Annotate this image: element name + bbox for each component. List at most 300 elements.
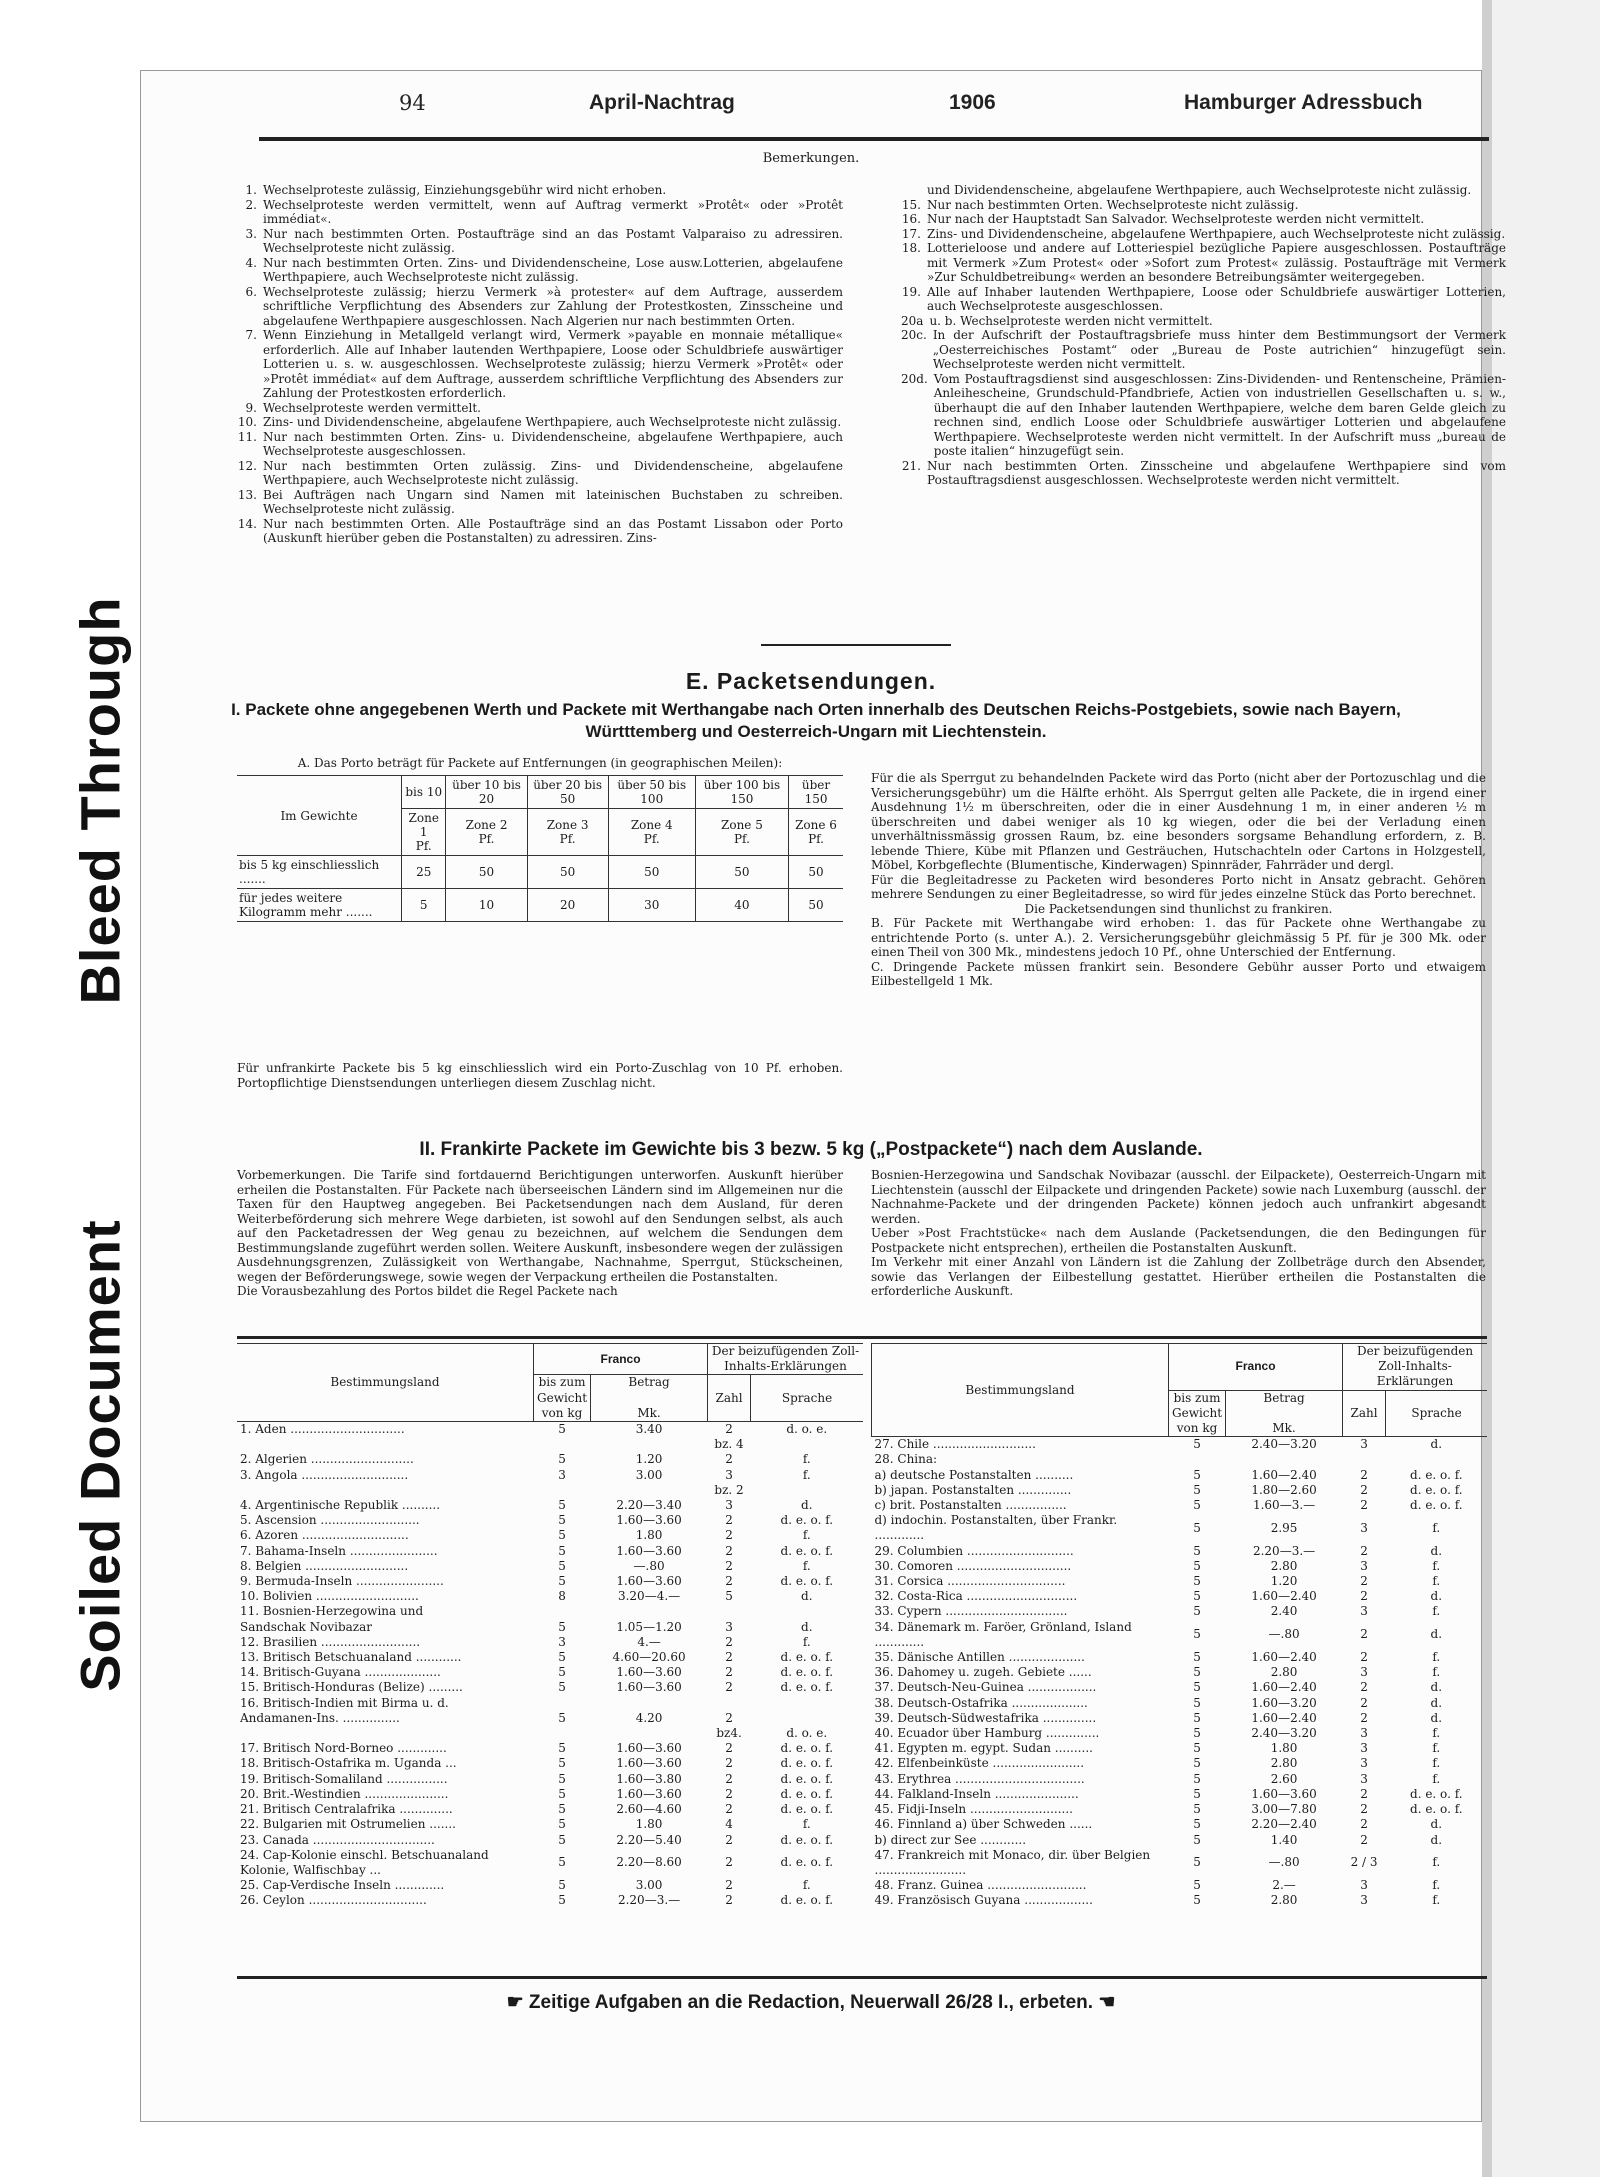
table-row <box>872 1452 1488 1467</box>
country-name: 40. Ecuador über Hamburg .............. <box>874 1726 1100 1741</box>
max-weight: 5 <box>1193 1650 1201 1665</box>
decl-language: f. <box>802 1558 811 1573</box>
table-row <box>237 1665 863 1680</box>
country-name: 38. Deutsch-Ostafrika .................... <box>874 1695 1088 1710</box>
table-row <box>872 1817 1488 1832</box>
table-row <box>872 1802 1488 1817</box>
decl-count: 2 <box>725 1513 733 1528</box>
max-weight <box>534 1726 591 1741</box>
zone-head-range: über 20 bis 50 <box>527 776 608 809</box>
page-number: 94 <box>399 91 426 115</box>
table-row <box>237 1802 863 1817</box>
remark-number: 18. <box>901 241 921 255</box>
remark-item <box>237 285 843 329</box>
remark-text: Nur nach bestimmten Orten. Wechselproteste nicht zulässig. <box>927 197 1299 212</box>
decl-language: d. e. o. f. <box>780 1741 834 1756</box>
country-table-left <box>237 1343 863 1909</box>
decl-language: d. <box>1430 1695 1443 1710</box>
amount: 1.60—2.40 <box>1251 1680 1317 1695</box>
remark-item <box>901 285 1506 314</box>
decl-count: 2 <box>1360 1680 1368 1695</box>
packet-notes-right <box>871 771 1486 989</box>
remark-item <box>901 328 1506 372</box>
decl-count <box>708 1604 751 1619</box>
max-weight: 5 <box>1193 1604 1201 1619</box>
table-row <box>237 1680 863 1695</box>
zone-cell: 50 <box>527 856 608 889</box>
subsection-1-title: I. Packete ohne angegebenen Werth und Packete mit Werthangabe nach Orten innerhalb des Deutschen Reichs-Postgebiets, sowie nach Bayern, Württtemberg und Oesterreich-Ungarn mit Liechtenstein. <box>231 700 1401 741</box>
decl-count: 2 <box>725 1634 733 1649</box>
country-name: 3. Angola ............................ <box>240 1467 409 1482</box>
table-row <box>237 1422 863 1438</box>
country-name <box>237 1437 534 1452</box>
amount: 1.60—3.60 <box>616 1786 682 1801</box>
zone-cell: 20 <box>527 889 608 922</box>
amount: 2.20—3.— <box>1252 1543 1316 1558</box>
table-top-rule <box>237 1336 1487 1339</box>
max-weight: 5 <box>558 1558 566 1573</box>
zone-label: Zone 2 Pf. <box>446 809 527 856</box>
decl-count: 3 <box>1360 1520 1368 1535</box>
col-head-kg: bis zum Gewicht von kg <box>1169 1390 1226 1437</box>
decl-count: 2 <box>1360 1498 1368 1513</box>
pointing-hand-icon: ☚ <box>1098 1992 1116 2013</box>
country-name: 15. Britisch-Honduras (Belize) ......... <box>240 1680 463 1695</box>
decl-language: d. <box>801 1498 813 1513</box>
remark-text: Wenn Einziehung in Metallgeld verlangt wird, Vermerk »payable en monnaie métallique« erforderlich. Alle auf Inhaber lautenden Werthpapiere, Loose oder Schuldbriefe auswärtiger Lotterien u. s. w. ausgeschlossen. Wechselproteste zulässig; hierzu Vermerk »Protêt« oder »Protêt immédiat« auf dem Auftrage, ausserdem schriftliche Verpflichtung des Absenders zur Zahlung der Protestkosten erforderlich. <box>263 328 843 400</box>
zone-head-range: über 150 <box>789 776 843 809</box>
max-weight: 5 <box>1193 1726 1201 1741</box>
remark-number: 2. <box>245 197 257 212</box>
decl-language: d. <box>1430 1710 1443 1725</box>
decl-count: 2 <box>725 1680 733 1695</box>
decl-count: 2 <box>725 1558 733 1573</box>
amount <box>591 1726 708 1741</box>
decl-language: f. <box>1432 1574 1441 1589</box>
remark-number: 20a <box>901 313 924 328</box>
country-name: 14. Britisch-Guyana .................... <box>240 1665 441 1680</box>
amount: 1.20 <box>1270 1574 1298 1589</box>
country-name: 49. Französisch Guyana .................. <box>874 1893 1093 1908</box>
vorbemerkungen-right-text-2: Ueber »Post Frachtstücke« nach dem Auslande (Packetsendungen, die den Bedingungen für Postpackete nicht entsprechen), ertheilen die Postanstalten Auskunft. <box>871 1226 1486 1255</box>
max-weight: 5 <box>1193 1893 1201 1908</box>
remark-number: 1. <box>245 183 257 197</box>
max-weight: 5 <box>1193 1771 1201 1786</box>
decl-language: f. <box>1432 1650 1441 1665</box>
decl-language: d. e. o. f. <box>780 1802 834 1817</box>
amount <box>591 1604 708 1619</box>
max-weight: 5 <box>1193 1695 1201 1710</box>
country-name: 13. Britisch Betschuanaland ............ <box>240 1650 462 1665</box>
max-weight: 5 <box>558 1543 566 1558</box>
country-name <box>237 1726 534 1741</box>
max-weight: 3 <box>558 1467 566 1482</box>
max-weight: 5 <box>558 1802 566 1817</box>
footer-text: Zeitige Aufgaben an die Redaction, Neuerwall 26/28 I., erbeten. <box>528 1992 1094 2013</box>
zone-cell: 50 <box>789 856 843 889</box>
decl-language: d. e. o. f. <box>1410 1482 1463 1497</box>
decl-language: d. e. o. f. <box>780 1574 834 1589</box>
decl-count: 2 <box>1360 1543 1368 1558</box>
decl-language: d. e. o. f. <box>1410 1802 1463 1817</box>
amount: 3.00 <box>635 1878 663 1893</box>
country-name: 5. Ascension .......................... <box>240 1513 420 1528</box>
country-name: 8. Belgien ........................... <box>240 1558 409 1573</box>
table-row <box>237 1498 863 1513</box>
decl-count: 3 <box>1360 1741 1368 1756</box>
amount: 2.— <box>1272 1878 1296 1893</box>
page-header <box>259 91 1489 131</box>
table-row <box>237 1574 863 1589</box>
table-row <box>872 1665 1488 1680</box>
amount: 1.60—3.60 <box>616 1574 682 1589</box>
remark-number: 19. <box>901 284 921 299</box>
decl-count: 4 <box>725 1817 733 1832</box>
amount: 1.60—3.80 <box>616 1771 682 1786</box>
decl-count: 3 <box>1360 1756 1368 1771</box>
table-row <box>872 1559 1488 1574</box>
country-name: 39. Deutsch-Südwestafrika .............. <box>874 1710 1097 1725</box>
decl-count: 2 <box>725 1650 733 1665</box>
max-weight: 5 <box>1193 1786 1201 1801</box>
decl-language: d. <box>1430 1680 1443 1695</box>
country-name: 30. Comoren .............................. <box>874 1558 1072 1573</box>
remark-item <box>901 198 1506 213</box>
table-row <box>237 1893 863 1908</box>
max-weight: 5 <box>1193 1437 1201 1452</box>
decl-language: d. e. o. f. <box>780 1756 834 1771</box>
table-row <box>237 1437 863 1452</box>
country-table-right <box>871 1343 1487 1909</box>
decl-language: f. <box>1432 1604 1441 1619</box>
decl-count: 3 <box>1360 1604 1368 1619</box>
table-row <box>237 1650 863 1665</box>
next-page-edge <box>1492 0 1600 2177</box>
amount: 1.80 <box>1270 1741 1298 1756</box>
country-name: 47. Frankreich mit Monaco, dir. über Belgien ........................ <box>874 1847 1151 1877</box>
table-row <box>237 1726 863 1741</box>
amount: 2.60 <box>1270 1771 1298 1786</box>
amount: 1.40 <box>1270 1832 1298 1847</box>
country-name: 43. Erythrea .................................. <box>874 1771 1085 1786</box>
remark-text: Nur nach bestimmten Orten. Zins- und Dividendenscheine, Lose ausw.Lotterien, abgelaufene Werthpapiere, auch Wechselproteste nicht zulässig. <box>263 255 843 284</box>
remark-item <box>901 459 1506 488</box>
max-weight <box>534 1437 591 1452</box>
remark-text: Wechselproteste werden vermittelt, wenn auf Auftrag vermerkt »Protêt« oder »Protêt immédiat«. <box>263 197 843 226</box>
country-name: 29. Columbien ............................ <box>874 1543 1074 1558</box>
max-weight: 5 <box>558 1528 566 1543</box>
country-name: 25. Cap-Verdische Inseln ............. <box>240 1878 445 1893</box>
max-weight: 5 <box>1193 1832 1201 1847</box>
remark-number: 11. <box>237 429 257 444</box>
table-row <box>872 1483 1488 1498</box>
max-weight <box>1169 1452 1226 1467</box>
table-row <box>237 1604 863 1619</box>
amount: 2.80 <box>1270 1665 1298 1680</box>
amount: 1.80 <box>635 1528 663 1543</box>
remark-text: Wechselproteste zulässig; hierzu Vermerk »à protester« auf dem Auftrage, ausserdem schriftliche Verpflichtung des Absenders zur Zahlung der Protestkosten, Zinsscheine und abgelaufene Werthpapiere ausgeschlossen. Nach Algerien nur nach bestimmten Orten. <box>263 284 843 328</box>
remark-text: Nur nach bestimmten Orten zulässig. Zins- und Dividendenscheine, abgelaufene Werthpapiere, auch Wechselproteste nicht zulässig. <box>263 458 843 487</box>
table-row <box>237 1817 863 1832</box>
remark-text: Vom Postauftragsdienst sind ausgeschlossen: Zins-Dividenden- und Rentenscheine, Prämien-Anleihescheine, Grundschuld-Pfandbriefe, Actien von industriellen Gesellschaften u. s. w., überhaupt die auf den Inhaber lautenden Werthpapiere, welche dem baren Gelde gleich zu rechnen sind, endlich Loose oder Schuldbriefe auswärtiger Lotterien und abgelaufene Werthpapiere. Wechselproteste werden nicht vermittelt. In der Aufschrift muss „bureau de poste italien“ hinzugefügt sein. <box>933 371 1506 458</box>
decl-language: d. e. o. f. <box>780 1893 834 1908</box>
vorbemerkungen-right-text-3: Im Verkehr mit einer Anzahl von Ländern ist die Zahlung der Zollbeträge durch den Absender, sowie das Verlangen der Eilbestellung gestattet. Hierüber ertheilen die Postanstalten die erforderliche Auskunft. <box>871 1255 1486 1298</box>
amount: 2.20—8.60 <box>616 1855 682 1870</box>
decl-count: 2 <box>1360 1832 1368 1847</box>
table-row <box>872 1544 1488 1559</box>
decl-language: f. <box>1432 1520 1441 1535</box>
decl-count: 2 <box>725 1878 733 1893</box>
max-weight: 5 <box>1193 1543 1201 1558</box>
country-name: 20. Brit.-Westindien ...................... <box>240 1786 449 1801</box>
remark-item <box>237 256 843 285</box>
country-name: 12. Brasilien .......................... <box>240 1634 421 1649</box>
table-row <box>872 1468 1488 1483</box>
decl-count: 2 <box>1360 1589 1368 1604</box>
decl-language <box>751 1604 863 1619</box>
country-name: 36. Dahomey u. zugeh. Gebiete ...... <box>874 1665 1092 1680</box>
remark-item <box>237 227 843 256</box>
decl-language: d. <box>1430 1437 1443 1452</box>
decl-count: 2 <box>1360 1695 1368 1710</box>
remark-item <box>901 314 1506 329</box>
decl-language: d. e. o. f. <box>780 1680 834 1695</box>
amount: 1.60—3.20 <box>1251 1695 1317 1710</box>
amount: 2.40—3.20 <box>1251 1437 1317 1452</box>
remark-number: 9. <box>245 400 257 415</box>
decl-language: d. <box>1430 1817 1443 1832</box>
decl-language: d. e. o. f. <box>780 1513 834 1528</box>
country-name: 42. Elfenbeinküste ........................ <box>874 1756 1085 1771</box>
col-head-sprache: Sprache <box>1386 1390 1487 1437</box>
decl-count: 2 <box>725 1771 733 1786</box>
table-row <box>872 1756 1488 1771</box>
max-weight: 5 <box>558 1741 566 1756</box>
decl-language: f. <box>1432 1726 1441 1741</box>
decl-count: 3 <box>1360 1726 1368 1741</box>
country-name: 9. Bermuda-Inseln ....................... <box>240 1574 444 1589</box>
remark-item <box>237 328 843 401</box>
decl-count: 2 <box>1360 1574 1368 1589</box>
decl-language: d. e. o. f. <box>1410 1498 1463 1513</box>
decl-count: bz. 2 <box>714 1482 744 1497</box>
max-weight: 5 <box>558 1650 566 1665</box>
remark-item <box>237 488 843 517</box>
remark-text: Lotterieloose und andere auf Lotteriespiel bezügliche Papiere ausgeschlossen. Postaufträge mit Vermerk »Zum Protest« oder »Sofort zum Protest« zulässig. Postaufträge mit Vermerk »Zur Schuldbetreibung« werden an besondere Betreibungsämter weitergegeben. <box>927 241 1506 284</box>
table-row <box>237 1513 863 1528</box>
amount: 2.20—2.40 <box>1251 1817 1317 1832</box>
amount: 3.00 <box>635 1467 663 1482</box>
remark-number: 13. <box>237 487 257 502</box>
decl-language: d. e. o. f. <box>780 1786 834 1801</box>
max-weight: 5 <box>558 1893 566 1908</box>
vorbemerkungen-left <box>237 1168 843 1299</box>
decl-count: 2 <box>1360 1786 1368 1801</box>
header-year: 1906 <box>949 91 996 114</box>
remark-text: Nur nach bestimmten Orten. Alle Postaufträge sind an das Postamt Lissabon oder Porto (Auskunft hierüber geben die Postanstalten) zu adressiren. Zins- <box>263 516 843 545</box>
porto-intro: A. Das Porto beträgt für Packete auf Entfernungen (in geographischen Meilen): <box>297 756 783 770</box>
zone-head-range: über 100 bis 150 <box>695 776 788 809</box>
max-weight: 5 <box>1193 1710 1201 1725</box>
amount <box>591 1437 708 1452</box>
table-row <box>237 1589 863 1604</box>
max-weight: 5 <box>1193 1878 1201 1893</box>
remarks-right-column <box>901 183 1506 488</box>
decl-language: d. e. o. f. <box>1410 1467 1463 1482</box>
country-name: 35. Dänische Antillen .................... <box>874 1650 1085 1665</box>
amount: 1.60—3.60 <box>616 1665 682 1680</box>
werthangabe-text: B. Für Packete mit Werthangabe wird erhoben: 1. das für Packete ohne Werthangabe zu entrichtende Porto (s. unter A.). 2. Versicherungsgebühr gleichmässig 5 Pf. für je 300 Mk. oder einen Theil von 300 Mk., mindestens jedoch 10 Pf., ohne Unterschied der Entfernung. <box>871 916 1486 959</box>
decl-language <box>1386 1452 1487 1467</box>
decl-count: 2 <box>725 1528 733 1543</box>
decl-language: f. <box>802 1467 811 1482</box>
remarks-title: Bemerkungen. <box>762 151 860 166</box>
decl-language: f. <box>802 1817 811 1832</box>
decl-language: d. <box>801 1589 813 1604</box>
header-rule <box>259 137 1489 141</box>
begleit-text: Für die Begleitadresse zu Packeten wird besonderes Porto nicht in Ansatz gebracht. Gehören mehrere Sendungen zu einer Begleitadresse, so wird für jedes einzelne Stück das Porto berechnet. <box>871 872 1486 901</box>
decl-count: 2 <box>725 1710 733 1725</box>
zone-cell: 50 <box>695 856 788 889</box>
country-name: 34. Dänemark m. Faröer, Grönland, Island ............. <box>874 1619 1132 1649</box>
remark-text: Nur nach bestimmten Orten. Zinsscheine und abgelaufene Werthpapiere sind vom Postauftragsdienst ausgeschlossen. Wechselproteste werden nicht vermittelt. <box>927 458 1506 487</box>
remark-number: 4. <box>245 255 257 270</box>
amount <box>591 1696 708 1711</box>
max-weight: 5 <box>1193 1802 1201 1817</box>
max-weight: 3 <box>558 1634 566 1649</box>
col-head-betrag: Betrag Mk. <box>1226 1390 1343 1437</box>
col-head-land: Bestimmungsland <box>872 1344 1169 1437</box>
max-weight: 5 <box>558 1680 566 1695</box>
decl-language: f. <box>1432 1558 1441 1573</box>
max-weight: 5 <box>1193 1520 1201 1535</box>
amount: —.80 <box>633 1558 665 1573</box>
decl-count: 2 <box>725 1741 733 1756</box>
country-name: 44. Falkland-Inseln ...................... <box>874 1786 1079 1801</box>
vorbemerkungen-right <box>871 1168 1486 1299</box>
zone-cell: 25 <box>402 856 446 889</box>
max-weight <box>534 1604 591 1619</box>
amount: 2.60—4.60 <box>616 1802 682 1817</box>
table-row <box>237 1452 863 1467</box>
amount: 1.60—2.40 <box>1251 1467 1317 1482</box>
table-row <box>872 1893 1488 1908</box>
table-row <box>237 1635 863 1650</box>
max-weight: 5 <box>558 1710 566 1725</box>
remark-number: 21. <box>901 458 921 473</box>
table-row <box>872 1741 1488 1756</box>
sperrgut-text: Für die als Sperrgut zu behandelnden Packete wird das Porto (nicht aber der Portozuschlag und die Versicherungsgebühr) um die Hälfte erhöht. Als Sperrgut gelten alle Packete, die in irgend einer Ausdehnung 1½ m überschreiten, oder die in einer Ausdehnung 1 m, in einer anderen ½ m überschreiten und dabei weniger als 10 kg wiegen, oder die bei der Verladung einen unverhältnissmässig grossen Raum, bz. eine besonders sorgsame Behandlung erfordern, z. B. lebende Thiere, Kübe mit Pflanzen und Gesträuchen, Hutschachteln oder Cartons in Holzgestell, Möbel, Korbgeflechte (Blumentische, Kinderwagen) Spinnräder, Fahrräder und dergl. <box>871 771 1486 872</box>
zone-cell: 50 <box>789 889 843 922</box>
max-weight: 5 <box>558 1513 566 1528</box>
decl-language: f. <box>802 1634 811 1649</box>
amount: 2.40—3.20 <box>1251 1726 1317 1741</box>
col-head-zoll: Der beizufügenden Zoll-Inhalts-Erklärungen <box>708 1344 863 1375</box>
country-name: 32. Costa-Rica ............................. <box>874 1589 1078 1604</box>
country-name: 45. Fidji-Inseln ........................... <box>874 1802 1073 1817</box>
table-row <box>237 1544 863 1559</box>
amount: 1.60—3.60 <box>616 1741 682 1756</box>
decl-language: f. <box>1432 1756 1441 1771</box>
remark-number <box>901 183 921 198</box>
col-head-betrag: Betrag Mk. <box>591 1375 708 1422</box>
decl-count: 2 <box>1360 1482 1368 1497</box>
header-section: April-Nachtrag <box>589 91 735 114</box>
country-name: 4. Argentinische Republik .......... <box>240 1498 441 1513</box>
section-divider <box>761 644 951 646</box>
remark-item <box>901 227 1506 242</box>
country-name: 27. Chile ........................... <box>874 1437 1036 1452</box>
decl-count: 2 / 3 <box>1350 1855 1378 1870</box>
decl-language: f. <box>802 1528 811 1543</box>
zone-row-label: bis 5 kg einschliesslich ....... <box>237 856 402 889</box>
country-name: 31. Corsica ............................... <box>874 1574 1066 1589</box>
amount: 1.05—1.20 <box>616 1619 682 1634</box>
table-row <box>237 1787 863 1802</box>
remark-number: 17. <box>901 226 921 241</box>
decl-count: 2 <box>1360 1817 1368 1832</box>
table-row <box>872 1833 1488 1848</box>
footer-notice <box>141 1991 1481 2014</box>
amount: 2.20—3.— <box>617 1893 681 1908</box>
amount <box>1226 1452 1343 1467</box>
amount: 1.60—2.40 <box>1251 1710 1317 1725</box>
decl-count: bz4. <box>716 1726 742 1741</box>
remark-number: 10. <box>237 415 257 429</box>
col-head-kg: bis zum Gewicht von kg <box>534 1375 591 1422</box>
decl-count: 3 <box>1360 1878 1368 1893</box>
remark-text: u. b. Wechselproteste werden nicht vermittelt. <box>929 313 1213 328</box>
decl-count: 2 <box>725 1855 733 1870</box>
zone-head-range: über 50 bis 100 <box>608 776 695 809</box>
country-name: b) direct zur See ............ <box>874 1832 1027 1847</box>
decl-count: 2 <box>1360 1627 1368 1642</box>
remark-text: Zins- und Dividendenscheine, abgelaufene Werthpapiere, auch Wechselproteste nicht zulässig. <box>263 415 842 429</box>
max-weight: 5 <box>558 1756 566 1771</box>
col-head-zahl: Zahl <box>708 1375 751 1422</box>
max-weight: 5 <box>1193 1665 1201 1680</box>
zone-cell: 30 <box>608 889 695 922</box>
table-row <box>237 1483 863 1498</box>
decl-count: 2 <box>725 1574 733 1589</box>
amount: 2.80 <box>1270 1558 1298 1573</box>
max-weight: 5 <box>1193 1467 1201 1482</box>
table-row <box>872 1574 1488 1589</box>
remark-number: 20d. <box>901 371 928 386</box>
table-row <box>237 1468 863 1483</box>
country-name: 6. Azoren ............................ <box>240 1528 409 1543</box>
amount: —.80 <box>1268 1627 1300 1642</box>
decl-language: d. o. e. <box>786 1422 828 1437</box>
decl-count: 2 <box>725 1832 733 1847</box>
max-weight: 5 <box>1193 1817 1201 1832</box>
table-row <box>872 1589 1488 1604</box>
max-weight: 5 <box>558 1786 566 1801</box>
max-weight: 5 <box>558 1619 566 1634</box>
decl-count: 2 <box>1360 1467 1368 1482</box>
table-row <box>237 1528 863 1543</box>
subsection-2-title: II. Frankirte Packete im Gewichte bis 3 bezw. 5 kg („Postpackete“) nach dem Auslande. <box>419 1139 1203 1160</box>
max-weight <box>534 1696 591 1711</box>
table-row <box>872 1620 1488 1650</box>
table-row <box>237 1696 863 1711</box>
decl-language: d. e. o. f. <box>1410 1786 1463 1801</box>
max-weight <box>534 1483 591 1498</box>
table-bottom-rule <box>237 1976 1487 1979</box>
max-weight: 8 <box>558 1589 566 1604</box>
decl-language: d. e. o. f. <box>780 1543 834 1558</box>
max-weight: 5 <box>1193 1498 1201 1513</box>
